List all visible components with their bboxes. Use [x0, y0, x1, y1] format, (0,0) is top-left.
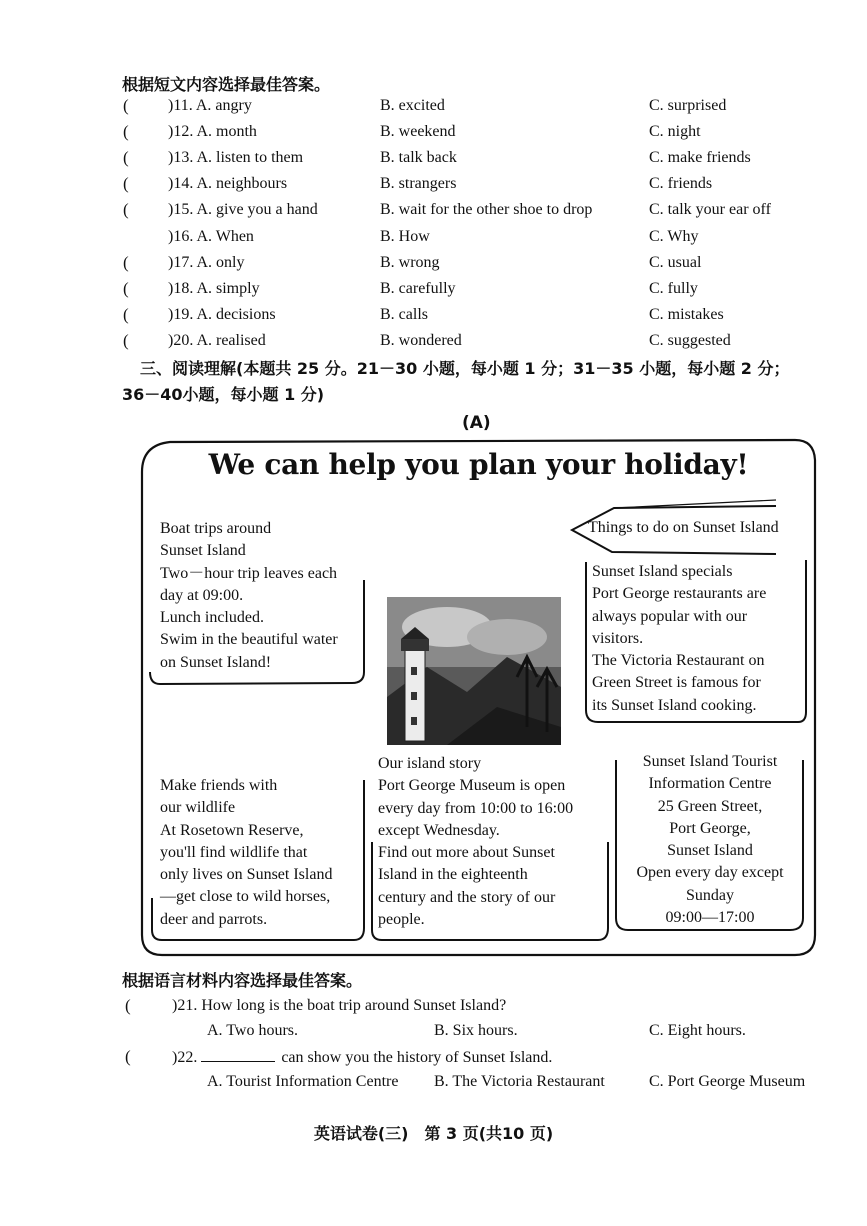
boat-line: Swim in the beautiful water [160, 631, 338, 649]
boat-line: Sunset Island [160, 542, 246, 560]
q22-stem: can show you the history of Sunset Island. [281, 1049, 553, 1066]
story-line: people. [378, 911, 425, 929]
poster-headline: We can help you plan your holiday! [208, 448, 749, 481]
wildlife-line: deer and parrots. [160, 910, 268, 928]
question-option-c: C. usual [649, 253, 702, 271]
specials-line: The Victoria Restaurant on [592, 652, 765, 670]
question-option-c: C. Why [649, 227, 699, 245]
wildlife-text [160, 775, 332, 931]
passage-label: (A) [462, 413, 491, 433]
boat-line: Lunch included. [160, 609, 264, 627]
question-option-b: B. wondered [380, 331, 462, 349]
answer-blank[interactable]: ( [123, 148, 129, 168]
question-option-a: )15. A. give you a hand [168, 201, 318, 219]
answer-blank[interactable]: ( [123, 304, 129, 324]
after-instruction: 根据语言材料内容选择最佳答案。 [122, 971, 363, 990]
specials-line: always popular with our [592, 607, 748, 625]
q22-number: )22. [172, 1049, 198, 1066]
answer-blank[interactable]: ( [123, 278, 129, 298]
part2-instruction: 根据短文内容选择最佳答案。 [122, 75, 331, 94]
story-text [378, 753, 573, 931]
question-option-b: B. calls [380, 305, 428, 323]
boat-line: day at 09:00. [160, 586, 244, 604]
question-option-a: )20. A. realised [168, 331, 266, 349]
question-option-c: C. mistakes [649, 305, 724, 323]
question-option-c: C. friends [649, 175, 713, 193]
q21-option-b: B. Six hours. [434, 1022, 518, 1039]
q21-option-a: A. Two hours. [207, 1022, 299, 1039]
story-line: every day from 10:00 to 16:00 [378, 799, 574, 817]
question-option-c: C. night [649, 123, 701, 141]
answer-blank[interactable]: ( [123, 330, 129, 350]
story-line: except Wednesday. [378, 821, 500, 839]
question-option-b: B. wrong [380, 253, 440, 271]
question-option-b: B. strangers [380, 175, 457, 193]
boat-line: Two－hour trip leaves each [160, 564, 338, 582]
question-option-b: B. carefully [380, 279, 456, 297]
story-line: Port George Museum is open [378, 777, 566, 795]
q22-line [172, 1048, 552, 1067]
info-line: Sunset Island [667, 842, 753, 860]
wildlife-line: only lives on Sunset Island [160, 866, 333, 884]
info-line: 09:00—17:00 [665, 909, 755, 927]
question-option-b: B. wait for the other shoe to drop [380, 201, 593, 219]
boat-line: Boat trips around [160, 520, 272, 537]
specials-line: its Sunset Island cooking. [592, 696, 757, 714]
specials-line: visitors. [592, 629, 644, 647]
question-option-a: )12. A. month [168, 123, 257, 141]
q22-blank [201, 1048, 275, 1062]
answer-blank[interactable]: ( [123, 174, 129, 194]
q22-option-a: A. Tourist Information Centre [207, 1073, 399, 1090]
answer-blank-21[interactable]: ( [125, 996, 131, 1015]
question-option-b: B. excited [380, 97, 445, 114]
specials-line: Sunset Island specials [592, 563, 733, 580]
info-line: Sunday [686, 886, 734, 904]
answer-blank[interactable]: ( [123, 96, 129, 115]
question-option-c: C. surprised [649, 97, 727, 114]
info-line: Sunset Island Tourist [642, 753, 778, 770]
specials-line: Port George restaurants are [592, 585, 767, 603]
info-centre-text [620, 751, 800, 929]
question-option-a: )19. A. decisions [168, 305, 276, 323]
answer-blank-22[interactable]: ( [125, 1047, 131, 1066]
question-option-a: )13. A. listen to them [168, 149, 304, 167]
question-option-a: )18. A. simply [168, 279, 260, 297]
question-option-b: B. talk back [380, 149, 457, 167]
q22-option-c: C. Port George Museum [649, 1073, 806, 1090]
question-option-a: )14. A. neighbours [168, 175, 288, 193]
answer-blank[interactable]: ( [123, 252, 129, 272]
question-option-c: C. fully [649, 279, 698, 297]
story-line: century and the story of our [378, 888, 556, 906]
question-option-b: B. How [380, 227, 430, 245]
story-line: Our island story [378, 755, 482, 772]
page-footer: 英语试卷(三) 第 3 页(共10 页) [313, 1124, 554, 1143]
answer-blank[interactable]: ( [123, 200, 129, 220]
info-line: Information Centre [648, 775, 772, 793]
specials-line: Green Street is famous for [592, 674, 761, 692]
section-title-line2: 36－40小题，每小题 1 分) [122, 385, 325, 404]
question-option-a: )17. A. only [168, 253, 245, 271]
wildlife-line: Make friends with [160, 777, 278, 794]
story-line: Island in the eighteenth [378, 866, 528, 884]
question-option-c: C. talk your ear off [649, 201, 771, 219]
section-title-line1: 三、阅读理解(本题共 25 分。21－30 小题，每小题 1 分；31－35 小题，每小题 2 分； [140, 359, 790, 378]
question-option-b: B. weekend [380, 123, 456, 141]
answer-blank[interactable]: ( [123, 122, 129, 142]
wildlife-line: our wildlife [160, 799, 236, 817]
question-option-c: C. make friends [649, 149, 751, 167]
lighthouse-image [387, 597, 561, 745]
story-line: Find out more about Sunset [378, 844, 555, 862]
wildlife-line: —get close to wild horses, [160, 888, 331, 906]
question-option-a: )16. A. When [168, 227, 254, 245]
question-option-a: )11. A. angry [168, 97, 252, 114]
q21-stem: )21. How long is the boat trip around Sunset Island? [172, 997, 507, 1014]
q21-option-c: C. Eight hours. [649, 1022, 746, 1039]
boat-trips-text [160, 518, 338, 674]
boat-line: on Sunset Island! [160, 653, 272, 671]
info-line: 25 Green Street, [657, 797, 763, 815]
question-option-c: C. suggested [649, 331, 731, 349]
wildlife-line: you'll find wildlife that [160, 843, 308, 861]
info-line: Port George, [669, 819, 751, 837]
arrow-label: Things to do on Sunset Island [588, 519, 779, 536]
q22-option-b: B. The Victoria Restaurant [434, 1073, 605, 1090]
specials-text [592, 561, 766, 717]
wildlife-line: At Rosetown Reserve, [160, 821, 304, 839]
info-line: Open every day except [636, 864, 784, 882]
